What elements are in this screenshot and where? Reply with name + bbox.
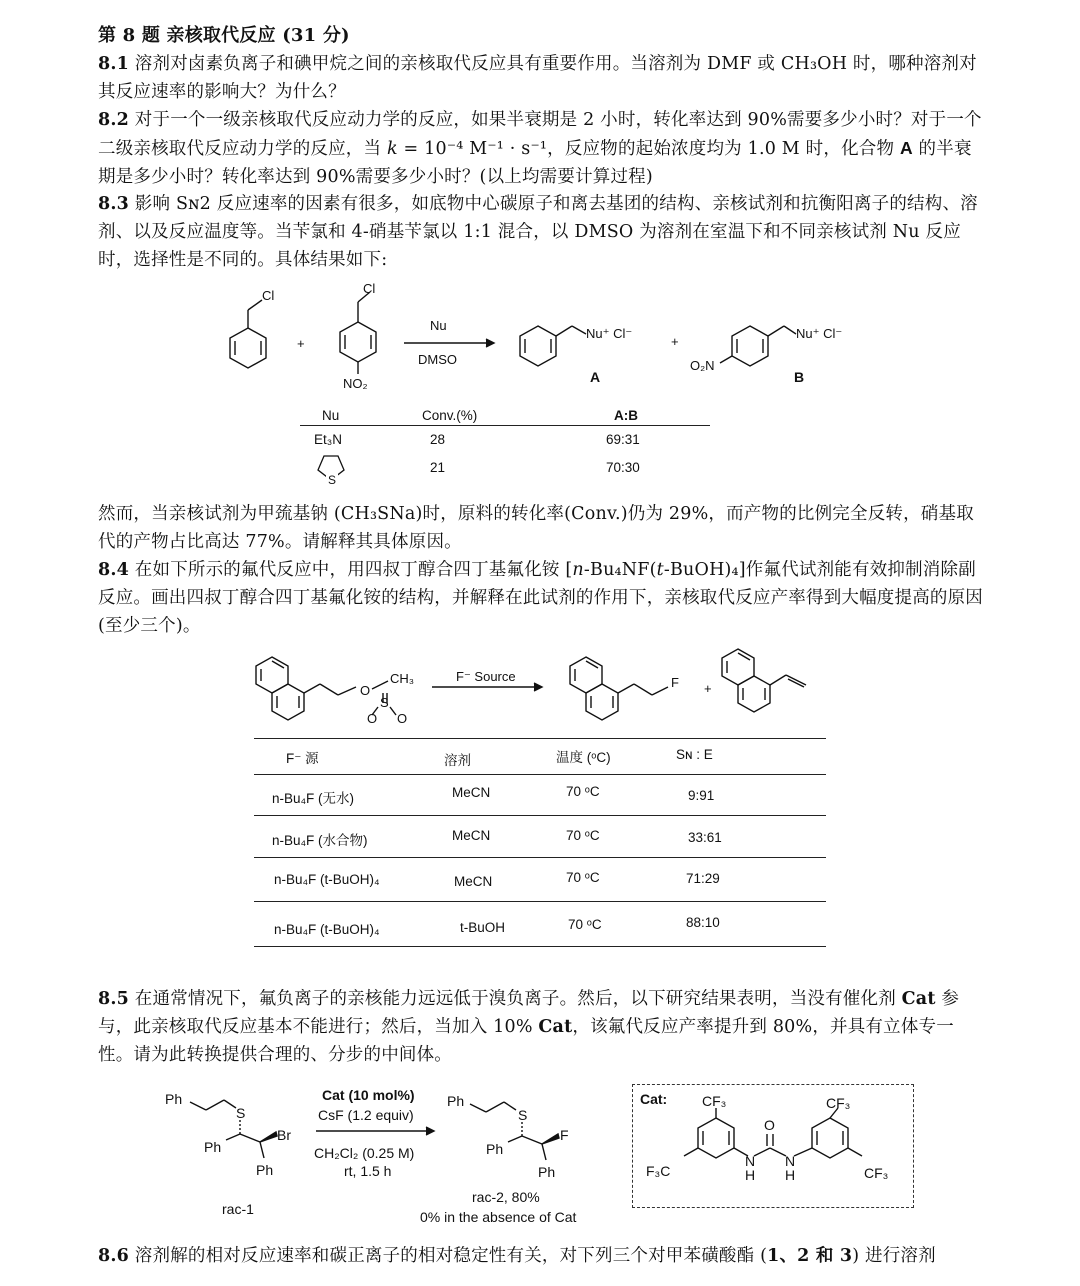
product-b-nitro: O₂N [690,358,715,373]
ch3-label: CH₃ [390,671,415,686]
table84-header-solvent: 溶剂 [444,753,471,768]
table84-top-rule [254,738,826,739]
table84-row1-rule [254,815,826,816]
text-8-3: 影响 Sɴ2 反应速率的因素有很多，如底物中心碳原子和离去基团的结构、亲核试剂和抗衡阳离子的结构、溶剂、以及反应温度等。当苄氯和 4-硝基苄氯以 1:1 混合，以 DMSO 为溶剂在室温下和不同亲核试剂 Nu 反应时，选择性是不同的。具体结果如下: [98,194,978,270]
text-8-2a: 对于一个一级亲核取代反应动力学的反应，如果半衰期是 2 小时，转化率达到 90%需要多少小时？对于一个二级亲核取代反应动力学的反应，当 [98,110,982,159]
sm-ph-3: Ph [256,1162,274,1178]
table84-header-ratio: Sɴ : E [676,747,713,762]
sulfonate-o2: O [367,711,378,726]
table84-row4-temp: 70 ᵒC [568,917,602,932]
cat-n-1: N [745,1153,756,1169]
scheme-8-5 [0,1080,1080,1230]
prod-ph-1: Ph [447,1093,465,1109]
product-a-charge: Nu⁺ Cl⁻ [586,326,633,341]
table84-row1-solvent: MeCN [452,785,491,800]
prod-ph-3: Ph [538,1164,556,1180]
table84-row2-solvent: MeCN [452,828,491,843]
table84-header-temp: 温度 (ᵒC) [556,750,611,765]
plus-sign-3: + [704,681,712,696]
table84-row2-source: n-Bu₄F (水合物) [272,833,368,848]
text-8-4c: -BuOH)₄]作氟代试剂能有效抑制消除副反应。画出四叔丁醇合四丁基氟化铵的结构，并解释在此试剂的作用下，亲核取代反应产率得到大幅度提高的原因(至少三个)。 [98,560,983,636]
solvent-dmso: DMSO [418,352,457,367]
compound-a-label: A [899,138,913,158]
table83-header-ratio: A:B [614,408,638,423]
table84-row2-temp: 70 ᵒC [566,828,600,843]
table83-rule [300,425,710,426]
table84-row3-temp: 70 ᵒC [566,870,600,885]
table84-row3-solvent: MeCN [454,874,493,889]
text-8-2b: = 10⁻⁴ M⁻¹ · s⁻¹，反应物的起始浓度均为 1.0 M 时，化合物 [397,139,900,159]
table84-row4-solvent: t-BuOH [460,920,506,935]
table84-row3-rule [254,901,826,902]
paragraph-8-1 [98,50,986,106]
condition-csf: CsF (1.2 equiv) [318,1107,414,1123]
sulfonate-o: O [360,683,371,698]
table84-header-rule [254,774,826,775]
text-8-6a: 溶剂解的相对反应速率和碳正离子的相对稳定性有关，对下列三个对甲苯磺酸酯 ( [129,1246,768,1266]
compounds-1-2-3: 1、2 和 3 [767,1246,853,1266]
fluorine-label: F [671,675,679,690]
text-8-4a: 在如下所示的氟代反应中，用四叔丁醇合四丁基氟化铵 [ [129,560,573,580]
number-8-4: 8.4 [98,560,130,580]
table84-header-source: F⁻ 源 [286,751,319,766]
plus-sign-1: + [297,336,305,351]
table83-row2-ratio: 70:30 [606,460,640,475]
table84-row4-source: n-Bu₄F (t-BuOH)₄ [274,922,380,937]
cat-f3c: F₃C [646,1163,671,1179]
table84-row2-ratio: 33:61 [688,830,722,845]
cl-label-2: Cl [363,281,376,296]
thiolane-s: S [328,473,337,487]
cat-ref-1: Cat [901,989,936,1009]
nitro-label: NO₂ [343,376,368,391]
table84-row1-source: n-Bu₄F (无水) [272,791,355,806]
cat-n-2: N [785,1153,796,1169]
table84-row4-ratio: 88:10 [686,915,720,930]
product-b-label: B [794,369,805,385]
prod-label: rac-2, 80% [472,1189,540,1205]
text-8-4-n: n [572,560,584,580]
sm-ph-1: Ph [165,1091,183,1107]
table83-header-conv: Conv.(%) [422,408,478,423]
sm-br: Br [277,1127,291,1143]
paragraph-8-6 [98,1242,986,1270]
text-8-1: 溶剂对卤素负离子和碘甲烷之间的亲核取代反应具有重要作用。当溶剂为 DMF 或 CH₃OH 时，哪种溶剂对其反应速率的影响大？为什么？ [98,54,977,102]
table83-row1-conv: 28 [430,432,446,447]
text-8-4b: -Bu₄NF( [583,560,657,580]
table84-row3-ratio: 71:29 [686,871,720,886]
product-b-charge: Nu⁺ Cl⁻ [796,326,843,341]
sulfonate-s: S [380,695,389,710]
scheme-8-3 [0,280,1080,400]
thiolane-structure [310,452,358,488]
number-8-6: 8.6 [98,1246,130,1266]
prod-ph-2: Ph [486,1141,504,1157]
sm-s: S [236,1105,246,1121]
condition-time: rt, 1.5 h [344,1163,392,1179]
number-8-3: 8.3 [98,194,130,214]
number-8-1: 8.1 [98,54,130,74]
table84-row1-temp: 70 ᵒC [566,784,600,799]
paragraph-8-2 [98,106,986,191]
table84-row3-source: n-Bu₄F (t-BuOH)₄ [274,872,380,887]
table84-row2-rule [254,857,826,858]
catalyst-box [632,1084,914,1208]
sm-ph-2: Ph [204,1139,222,1155]
table83-row1-nu: Et₃N [314,432,343,447]
sulfonate-o3: O [397,711,408,726]
cat-o: O [764,1117,775,1133]
table84-row1-ratio: 9:91 [688,788,715,803]
cat-h-2: H [785,1167,796,1183]
sm-label: rac-1 [222,1201,254,1217]
text-8-4-t: t [656,560,664,580]
text-8-6b: ) 进行溶剂 [852,1246,936,1266]
reagent-nu: Nu [430,318,447,333]
condition-solvent: CH₂Cl₂ (0.25 M) [314,1145,415,1161]
table83-row1-ratio: 69:31 [606,432,640,447]
number-8-5: 8.5 [98,989,130,1009]
cat-h-1: H [745,1167,756,1183]
table83-header-nu: Nu [322,408,340,423]
cat-cf3-1: CF₃ [702,1093,727,1109]
text-8-2c: 的半衰期是多少小时？转化率达到 90%需要多少小时？(以上均需要计算过程) [98,139,972,187]
cat-ref-2: Cat [538,1017,573,1037]
table84-bottom-rule [254,946,826,947]
paragraph-8-4 [98,556,986,640]
paragraph-8-3-followup: 然而，当亲核试剂为甲巯基钠 (CH₃SNa)时，原料的转化率(Conv.)仍为 29%，而产物的比例完全反转，硝基取代的产物占比高达 77%。请解释其具体原因。 [98,504,974,552]
prod-note: 0% in the absence of Cat [420,1209,577,1225]
text-8-5b: 参与，此亲核取代反应基本不能进行；然后，当加入 10% [98,989,960,1037]
cl-label-1: Cl [262,288,275,303]
product-a-label: A [590,369,601,385]
number-8-2: 8.2 [98,110,130,130]
question-heading: 第 8 题 亲核取代反应 (31 分) [98,25,350,46]
prod-f: F [560,1127,569,1143]
table83-row2-conv: 21 [430,460,446,475]
prod-s: S [518,1107,528,1123]
plus-sign-2: + [671,334,679,349]
cat-cf3-2: CF₃ [826,1095,851,1111]
text-8-5a: 在通常情况下，氟负离子的亲核能力远远低于溴负离子。然后，以下研究结果表明，当没有催化剂 [129,989,902,1009]
paragraph-8-3 [98,190,986,274]
paragraph-8-5 [98,985,986,1069]
scheme-8-4 [0,645,1080,727]
cat-cf3-3: CF₃ [864,1165,889,1181]
cat-label: Cat: [640,1091,668,1107]
text-8-5c: ，该氟代反应产率提升到 80%，并具有立体专一性。请为此转换提供合理的、分步的中间体。 [98,1017,954,1065]
rate-constant-k: k [386,139,398,159]
fluoride-source: F⁻ Source [456,669,516,684]
condition-cat: Cat (10 mol%) [322,1087,415,1103]
